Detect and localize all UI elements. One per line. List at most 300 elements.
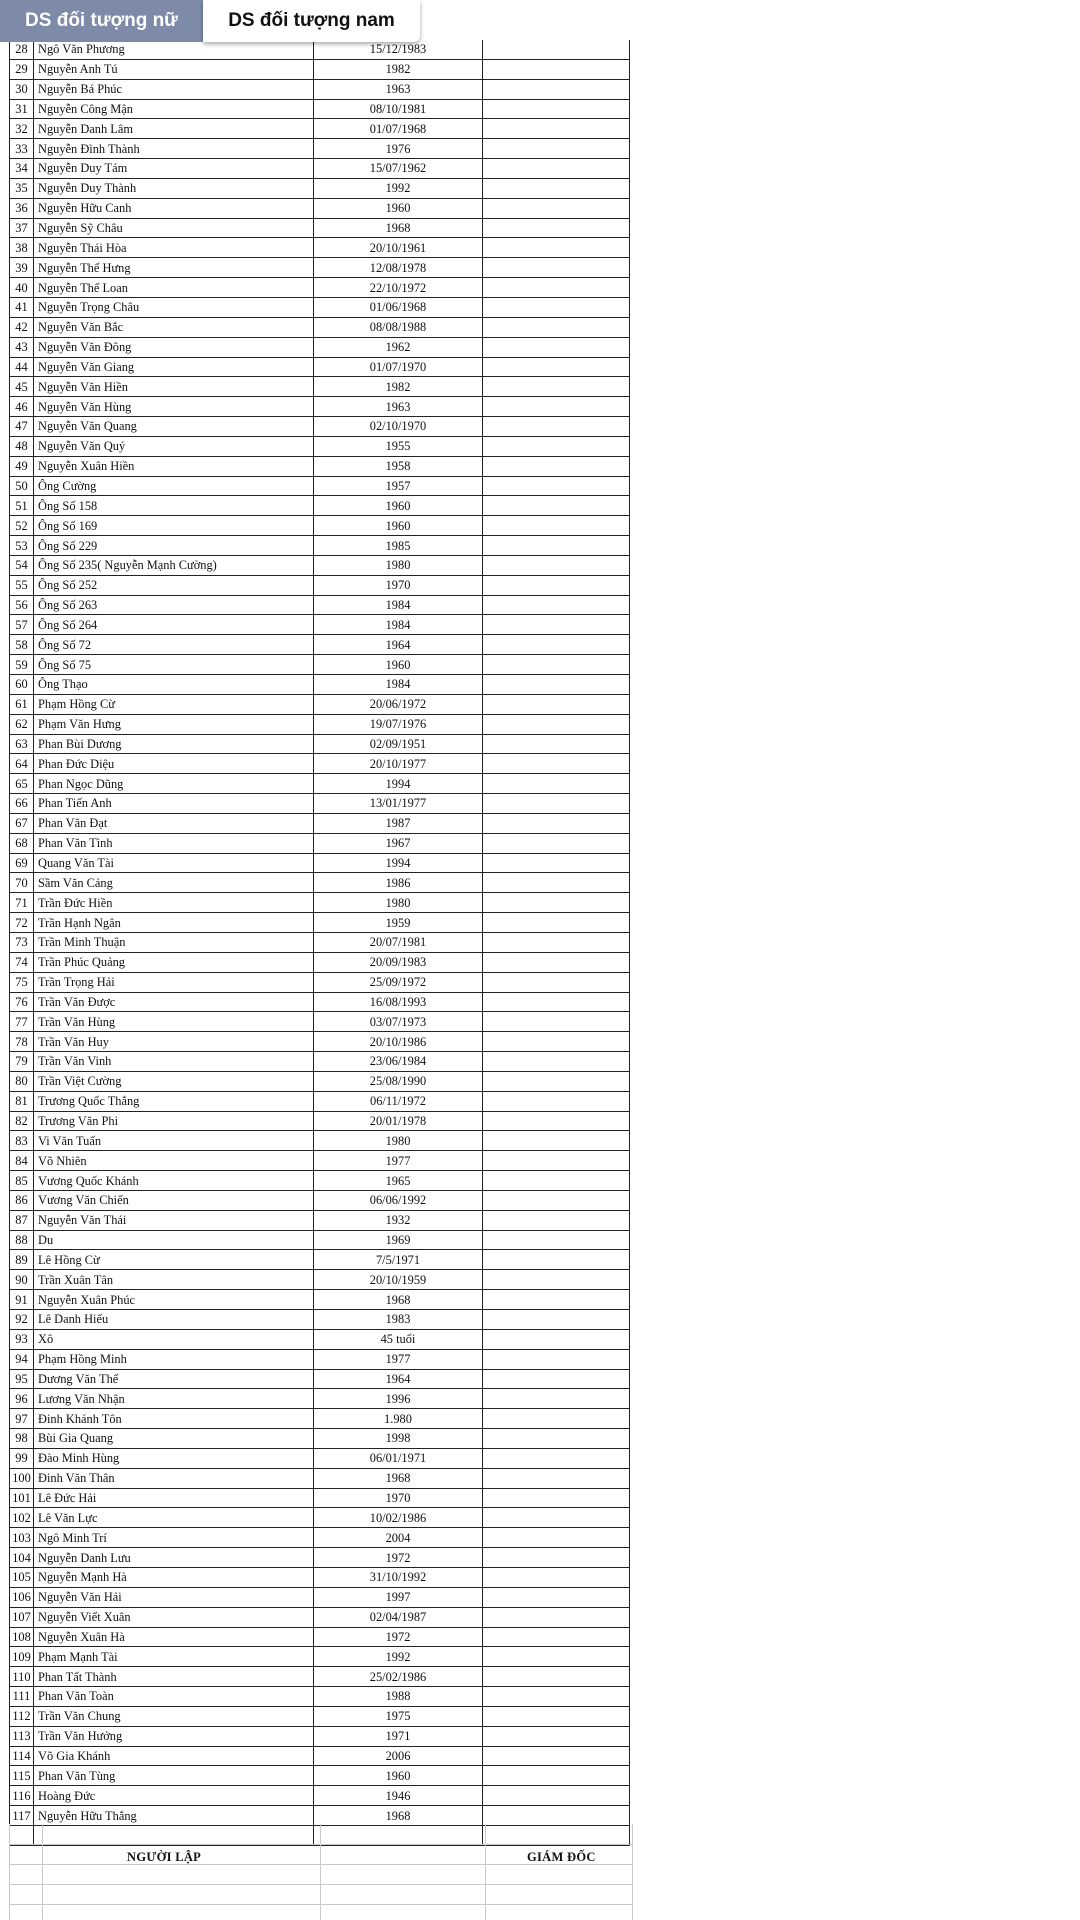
- note-cell[interactable]: [483, 1528, 630, 1548]
- note-cell[interactable]: [483, 1627, 630, 1647]
- dob-cell[interactable]: 06/11/1972: [314, 1091, 483, 1111]
- dob-cell[interactable]: 1980: [314, 893, 483, 913]
- name-cell[interactable]: Nguyễn Xuân Hà: [34, 1627, 314, 1647]
- dob-cell[interactable]: 1965: [314, 1171, 483, 1191]
- note-cell[interactable]: [483, 1587, 630, 1607]
- stt-cell[interactable]: 58: [10, 635, 34, 655]
- stt-cell[interactable]: 65: [10, 774, 34, 794]
- note-cell[interactable]: [483, 1091, 630, 1111]
- note-cell[interactable]: [483, 555, 630, 575]
- name-cell[interactable]: Nguyễn Duy Thành: [34, 178, 314, 198]
- name-cell[interactable]: Ông Số 264: [34, 615, 314, 635]
- name-cell[interactable]: Phan Văn Toàn: [34, 1687, 314, 1707]
- note-cell[interactable]: [483, 436, 630, 456]
- stt-cell[interactable]: 70: [10, 873, 34, 893]
- name-cell[interactable]: Du: [34, 1230, 314, 1250]
- name-cell[interactable]: Ông Thạo: [34, 675, 314, 695]
- stt-cell[interactable]: 57: [10, 615, 34, 635]
- name-cell[interactable]: Xô: [34, 1329, 314, 1349]
- name-cell[interactable]: Nguyễn Văn Hải: [34, 1587, 314, 1607]
- note-cell[interactable]: [483, 913, 630, 933]
- dob-cell[interactable]: 1986: [314, 873, 483, 893]
- dob-cell[interactable]: 02/04/1987: [314, 1607, 483, 1627]
- note-cell[interactable]: [483, 1448, 630, 1468]
- note-cell[interactable]: [483, 1567, 630, 1587]
- name-cell[interactable]: Dương Văn Thế: [34, 1369, 314, 1389]
- stt-cell[interactable]: 64: [10, 754, 34, 774]
- stt-cell[interactable]: 82: [10, 1111, 34, 1131]
- dob-cell[interactable]: 12/08/1978: [314, 258, 483, 278]
- note-cell[interactable]: [483, 1310, 630, 1330]
- stt-cell[interactable]: 53: [10, 536, 34, 556]
- note-cell[interactable]: [483, 774, 630, 794]
- note-cell[interactable]: [483, 1230, 630, 1250]
- name-cell[interactable]: Nguyễn Bá Phúc: [34, 79, 314, 99]
- dob-cell[interactable]: 1962: [314, 337, 483, 357]
- dob-cell[interactable]: 1992: [314, 1647, 483, 1667]
- name-cell[interactable]: Nguyễn Duy Tám: [34, 159, 314, 179]
- stt-cell[interactable]: 29: [10, 59, 34, 79]
- dob-cell[interactable]: 20/10/1986: [314, 1032, 483, 1052]
- dob-cell[interactable]: 1984: [314, 675, 483, 695]
- stt-cell[interactable]: 68: [10, 833, 34, 853]
- stt-cell[interactable]: 59: [10, 655, 34, 675]
- stt-cell[interactable]: 52: [10, 516, 34, 536]
- note-cell[interactable]: [483, 853, 630, 873]
- note-cell[interactable]: [483, 655, 630, 675]
- stt-cell[interactable]: 113: [10, 1726, 34, 1746]
- tab-ds-doi-tuong-nam[interactable]: DS đối tượng nam: [203, 0, 420, 42]
- note-cell[interactable]: [483, 258, 630, 278]
- stt-cell[interactable]: 41: [10, 297, 34, 317]
- note-cell[interactable]: [483, 615, 630, 635]
- stt-cell[interactable]: 87: [10, 1210, 34, 1230]
- name-cell[interactable]: Trần Văn Hùng: [34, 1012, 314, 1032]
- note-cell[interactable]: [483, 1151, 630, 1171]
- stt-cell[interactable]: 44: [10, 357, 34, 377]
- dob-cell[interactable]: 20/10/1961: [314, 238, 483, 258]
- name-cell[interactable]: Trần Hạnh Ngân: [34, 913, 314, 933]
- name-cell[interactable]: Phan Văn Tùng: [34, 1766, 314, 1786]
- dob-cell[interactable]: 1984: [314, 615, 483, 635]
- note-cell[interactable]: [483, 59, 630, 79]
- note-cell[interactable]: [483, 1548, 630, 1568]
- name-cell[interactable]: Nguyễn Văn Thái: [34, 1210, 314, 1230]
- stt-cell[interactable]: 54: [10, 555, 34, 575]
- name-cell[interactable]: Nguyễn Hữu Canh: [34, 198, 314, 218]
- dob-cell[interactable]: 20/10/1977: [314, 754, 483, 774]
- name-cell[interactable]: Nguyễn Trọng Châu: [34, 297, 314, 317]
- dob-cell[interactable]: 01/07/1968: [314, 119, 483, 139]
- dob-cell[interactable]: 08/10/1981: [314, 99, 483, 119]
- dob-cell[interactable]: 23/06/1984: [314, 1052, 483, 1072]
- note-cell[interactable]: [483, 734, 630, 754]
- name-cell[interactable]: Nguyễn Sỹ Châu: [34, 218, 314, 238]
- dob-cell[interactable]: 1987: [314, 813, 483, 833]
- name-cell[interactable]: Trương Quốc Thắng: [34, 1091, 314, 1111]
- note-cell[interactable]: [483, 1806, 630, 1826]
- dob-cell[interactable]: 1975: [314, 1706, 483, 1726]
- stt-cell[interactable]: 36: [10, 198, 34, 218]
- note-cell[interactable]: [483, 1746, 630, 1766]
- dob-cell[interactable]: 02/09/1951: [314, 734, 483, 754]
- note-cell[interactable]: [483, 417, 630, 437]
- stt-cell[interactable]: 97: [10, 1409, 34, 1429]
- note-cell[interactable]: [483, 1409, 630, 1429]
- stt-cell[interactable]: 80: [10, 1071, 34, 1091]
- dob-cell[interactable]: 1982: [314, 377, 483, 397]
- dob-cell[interactable]: 20/09/1983: [314, 952, 483, 972]
- stt-cell[interactable]: 89: [10, 1250, 34, 1270]
- dob-cell[interactable]: 1932: [314, 1210, 483, 1230]
- name-cell[interactable]: Ông Số 263: [34, 595, 314, 615]
- note-cell[interactable]: [483, 794, 630, 814]
- dob-cell[interactable]: 1994: [314, 774, 483, 794]
- name-cell[interactable]: Nguyễn Đình Thành: [34, 139, 314, 159]
- stt-cell[interactable]: 88: [10, 1230, 34, 1250]
- name-cell[interactable]: Bùi Gia Quang: [34, 1429, 314, 1449]
- name-cell[interactable]: Ông Số 235( Nguyễn Mạnh Cường): [34, 555, 314, 575]
- name-cell[interactable]: Phan Bùi Dương: [34, 734, 314, 754]
- note-cell[interactable]: [483, 1250, 630, 1270]
- stt-cell[interactable]: 40: [10, 278, 34, 298]
- stt-cell[interactable]: 79: [10, 1052, 34, 1072]
- note-cell[interactable]: [483, 1766, 630, 1786]
- stt-cell[interactable]: 72: [10, 913, 34, 933]
- dob-cell[interactable]: 1959: [314, 913, 483, 933]
- dob-cell[interactable]: 1988: [314, 1687, 483, 1707]
- dob-cell[interactable]: 1971: [314, 1726, 483, 1746]
- name-cell[interactable]: Nguyễn Văn Quang: [34, 417, 314, 437]
- dob-cell[interactable]: 1972: [314, 1548, 483, 1568]
- note-cell[interactable]: [483, 159, 630, 179]
- name-cell[interactable]: Trần Phúc Quảng: [34, 952, 314, 972]
- note-cell[interactable]: [483, 516, 630, 536]
- stt-cell[interactable]: 32: [10, 119, 34, 139]
- note-cell[interactable]: [483, 99, 630, 119]
- dob-cell[interactable]: 1972: [314, 1627, 483, 1647]
- note-cell[interactable]: [483, 297, 630, 317]
- dob-cell[interactable]: 1970: [314, 575, 483, 595]
- name-cell[interactable]: Nguyễn Văn Đông: [34, 337, 314, 357]
- note-cell[interactable]: [483, 952, 630, 972]
- dob-cell[interactable]: 25/02/1986: [314, 1667, 483, 1687]
- note-cell[interactable]: [483, 139, 630, 159]
- name-cell[interactable]: Ông Số 252: [34, 575, 314, 595]
- note-cell[interactable]: [483, 932, 630, 952]
- note-cell[interactable]: [483, 476, 630, 496]
- dob-cell[interactable]: 01/07/1970: [314, 357, 483, 377]
- dob-cell[interactable]: 1994: [314, 853, 483, 873]
- stt-cell[interactable]: 98: [10, 1429, 34, 1449]
- dob-cell[interactable]: 1.980: [314, 1409, 483, 1429]
- stt-cell[interactable]: 109: [10, 1647, 34, 1667]
- stt-cell[interactable]: 34: [10, 159, 34, 179]
- note-cell[interactable]: [483, 595, 630, 615]
- name-cell[interactable]: Nguyễn Danh Lưu: [34, 1548, 314, 1568]
- stt-cell[interactable]: 86: [10, 1190, 34, 1210]
- stt-cell[interactable]: 47: [10, 417, 34, 437]
- name-cell[interactable]: Nguyễn Thế Loan: [34, 278, 314, 298]
- dob-cell[interactable]: 19/07/1976: [314, 714, 483, 734]
- dob-cell[interactable]: 20/07/1981: [314, 932, 483, 952]
- stt-cell[interactable]: 114: [10, 1746, 34, 1766]
- name-cell[interactable]: Ngô Minh Trí: [34, 1528, 314, 1548]
- dob-cell[interactable]: 1967: [314, 833, 483, 853]
- stt-cell[interactable]: 42: [10, 317, 34, 337]
- dob-cell[interactable]: 1985: [314, 536, 483, 556]
- dob-cell[interactable]: 45 tuổi: [314, 1329, 483, 1349]
- name-cell[interactable]: Nguyễn Danh Lâm: [34, 119, 314, 139]
- name-cell[interactable]: Trần Việt Cường: [34, 1071, 314, 1091]
- name-cell[interactable]: Trần Văn Vinh: [34, 1052, 314, 1072]
- dob-cell[interactable]: 20/06/1972: [314, 694, 483, 714]
- dob-cell[interactable]: 13/01/1977: [314, 794, 483, 814]
- note-cell[interactable]: [483, 694, 630, 714]
- stt-cell[interactable]: 105: [10, 1567, 34, 1587]
- name-cell[interactable]: Sầm Văn Cảng: [34, 873, 314, 893]
- name-cell[interactable]: Nguyễn Văn Bắc: [34, 317, 314, 337]
- dob-cell[interactable]: 1958: [314, 456, 483, 476]
- note-cell[interactable]: [483, 754, 630, 774]
- note-cell[interactable]: [483, 1687, 630, 1707]
- note-cell[interactable]: [483, 496, 630, 516]
- dob-cell[interactable]: 1964: [314, 1369, 483, 1389]
- stt-cell[interactable]: 49: [10, 456, 34, 476]
- stt-cell[interactable]: 90: [10, 1270, 34, 1290]
- note-cell[interactable]: [483, 1052, 630, 1072]
- stt-cell[interactable]: 38: [10, 238, 34, 258]
- stt-cell[interactable]: 61: [10, 694, 34, 714]
- note-cell[interactable]: [483, 675, 630, 695]
- dob-cell[interactable]: 2006: [314, 1746, 483, 1766]
- note-cell[interactable]: [483, 218, 630, 238]
- dob-cell[interactable]: 10/02/1986: [314, 1508, 483, 1528]
- name-cell[interactable]: Nguyễn Thái Hòa: [34, 238, 314, 258]
- note-cell[interactable]: [483, 377, 630, 397]
- note-cell[interactable]: [483, 1706, 630, 1726]
- stt-cell[interactable]: 51: [10, 496, 34, 516]
- name-cell[interactable]: Phạm Hồng Minh: [34, 1349, 314, 1369]
- name-cell[interactable]: Vi Văn Tuấn: [34, 1131, 314, 1151]
- note-cell[interactable]: [483, 238, 630, 258]
- dob-cell[interactable]: 1968: [314, 1806, 483, 1826]
- note-cell[interactable]: [483, 198, 630, 218]
- note-cell[interactable]: [483, 178, 630, 198]
- note-cell[interactable]: [483, 337, 630, 357]
- name-cell[interactable]: Nguyễn Văn Hùng: [34, 397, 314, 417]
- dob-cell[interactable]: 16/08/1993: [314, 992, 483, 1012]
- stt-cell[interactable]: 28: [10, 40, 34, 59]
- dob-cell[interactable]: 1957: [314, 476, 483, 496]
- dob-cell[interactable]: 25/08/1990: [314, 1071, 483, 1091]
- stt-cell[interactable]: 84: [10, 1151, 34, 1171]
- note-cell[interactable]: [483, 893, 630, 913]
- dob-cell[interactable]: 1964: [314, 635, 483, 655]
- name-cell[interactable]: Phan Ngọc Dũng: [34, 774, 314, 794]
- stt-cell[interactable]: 39: [10, 258, 34, 278]
- dob-cell[interactable]: 08/08/1988: [314, 317, 483, 337]
- stt-cell[interactable]: 30: [10, 79, 34, 99]
- dob-cell[interactable]: 25/09/1972: [314, 972, 483, 992]
- stt-cell[interactable]: 106: [10, 1587, 34, 1607]
- stt-cell[interactable]: 76: [10, 992, 34, 1012]
- note-cell[interactable]: [483, 1171, 630, 1191]
- dob-cell[interactable]: 1963: [314, 397, 483, 417]
- name-cell[interactable]: Đinh Khánh Tôn: [34, 1409, 314, 1429]
- stt-cell[interactable]: 55: [10, 575, 34, 595]
- stt-cell[interactable]: 94: [10, 1349, 34, 1369]
- name-cell[interactable]: Phan Tất Thành: [34, 1667, 314, 1687]
- note-cell[interactable]: [483, 1726, 630, 1746]
- stt-cell[interactable]: 96: [10, 1389, 34, 1409]
- note-cell[interactable]: [483, 833, 630, 853]
- note-cell[interactable]: [483, 714, 630, 734]
- dob-cell[interactable]: 06/06/1992: [314, 1190, 483, 1210]
- note-cell[interactable]: [483, 813, 630, 833]
- name-cell[interactable]: Nguyễn Anh Tú: [34, 59, 314, 79]
- dob-cell[interactable]: 1960: [314, 516, 483, 536]
- name-cell[interactable]: Ông Số 75: [34, 655, 314, 675]
- name-cell[interactable]: Trương Văn Phi: [34, 1111, 314, 1131]
- stt-cell[interactable]: 81: [10, 1091, 34, 1111]
- stt-cell[interactable]: 99: [10, 1448, 34, 1468]
- stt-cell[interactable]: 92: [10, 1310, 34, 1330]
- name-cell[interactable]: Nguyễn Xuân Hiền: [34, 456, 314, 476]
- stt-cell[interactable]: 73: [10, 932, 34, 952]
- stt-cell[interactable]: 46: [10, 397, 34, 417]
- note-cell[interactable]: [483, 317, 630, 337]
- dob-cell[interactable]: 1997: [314, 1587, 483, 1607]
- stt-cell[interactable]: 63: [10, 734, 34, 754]
- stt-cell[interactable]: 74: [10, 952, 34, 972]
- name-cell[interactable]: Nguyễn Viết Xuân: [34, 1607, 314, 1627]
- name-cell[interactable]: Ông Số 158: [34, 496, 314, 516]
- stt-cell[interactable]: 101: [10, 1488, 34, 1508]
- name-cell[interactable]: Lương Văn Nhận: [34, 1389, 314, 1409]
- name-cell[interactable]: Vương Quốc Khánh: [34, 1171, 314, 1191]
- name-cell[interactable]: Phan Văn Đạt: [34, 813, 314, 833]
- name-cell[interactable]: Ông Số 169: [34, 516, 314, 536]
- note-cell[interactable]: [483, 119, 630, 139]
- dob-cell[interactable]: 06/01/1971: [314, 1448, 483, 1468]
- dob-cell[interactable]: 1984: [314, 595, 483, 615]
- stt-cell[interactable]: 77: [10, 1012, 34, 1032]
- dob-cell[interactable]: 1968: [314, 1290, 483, 1310]
- note-cell[interactable]: [483, 278, 630, 298]
- name-cell[interactable]: Trần Trọng Hải: [34, 972, 314, 992]
- name-cell[interactable]: Phạm Hồng Cừ: [34, 694, 314, 714]
- note-cell[interactable]: [483, 635, 630, 655]
- name-cell[interactable]: Ông Cường: [34, 476, 314, 496]
- dob-cell[interactable]: 1996: [314, 1389, 483, 1409]
- name-cell[interactable]: Nguyễn Văn Quý: [34, 436, 314, 456]
- note-cell[interactable]: [483, 1111, 630, 1131]
- dob-cell[interactable]: 15/12/1983: [314, 40, 483, 59]
- name-cell[interactable]: Quang Văn Tài: [34, 853, 314, 873]
- name-cell[interactable]: Võ Gia Khánh: [34, 1746, 314, 1766]
- dob-cell[interactable]: 01/06/1968: [314, 297, 483, 317]
- name-cell[interactable]: Nguyễn Văn Hiền: [34, 377, 314, 397]
- dob-cell[interactable]: 02/10/1970: [314, 417, 483, 437]
- note-cell[interactable]: [483, 1389, 630, 1409]
- dob-cell[interactable]: 1970: [314, 1488, 483, 1508]
- name-cell[interactable]: Nguyễn Thế Hưng: [34, 258, 314, 278]
- stt-cell[interactable]: 60: [10, 675, 34, 695]
- stt-cell[interactable]: 112: [10, 1706, 34, 1726]
- note-cell[interactable]: [483, 1786, 630, 1806]
- note-cell[interactable]: [483, 972, 630, 992]
- name-cell[interactable]: Trần Minh Thuận: [34, 932, 314, 952]
- stt-cell[interactable]: 35: [10, 178, 34, 198]
- dob-cell[interactable]: 1960: [314, 198, 483, 218]
- name-cell[interactable]: Trần Văn Huy: [34, 1032, 314, 1052]
- dob-cell[interactable]: 03/07/1973: [314, 1012, 483, 1032]
- note-cell[interactable]: [483, 79, 630, 99]
- stt-cell[interactable]: 85: [10, 1171, 34, 1191]
- name-cell[interactable]: Ngô Văn Phương: [34, 40, 314, 59]
- note-cell[interactable]: [483, 575, 630, 595]
- note-cell[interactable]: [483, 1369, 630, 1389]
- dob-cell[interactable]: 7/5/1971: [314, 1250, 483, 1270]
- tab-ds-doi-tuong-nu[interactable]: DS đối tượng nữ: [0, 0, 203, 42]
- stt-cell[interactable]: 110: [10, 1667, 34, 1687]
- name-cell[interactable]: Nguyễn Xuân Phúc: [34, 1290, 314, 1310]
- note-cell[interactable]: [483, 1329, 630, 1349]
- stt-cell[interactable]: 56: [10, 595, 34, 615]
- stt-cell[interactable]: 66: [10, 794, 34, 814]
- name-cell[interactable]: Lê Văn Lực: [34, 1508, 314, 1528]
- note-cell[interactable]: [483, 397, 630, 417]
- stt-cell[interactable]: 116: [10, 1786, 34, 1806]
- name-cell[interactable]: Phạm Văn Hưng: [34, 714, 314, 734]
- note-cell[interactable]: [483, 1488, 630, 1508]
- name-cell[interactable]: Phan Đức Diệu: [34, 754, 314, 774]
- dob-cell[interactable]: 1977: [314, 1349, 483, 1369]
- name-cell[interactable]: Phan Tiến Anh: [34, 794, 314, 814]
- note-cell[interactable]: [483, 1508, 630, 1528]
- name-cell[interactable]: Phạm Mạnh Tài: [34, 1647, 314, 1667]
- note-cell[interactable]: [483, 1190, 630, 1210]
- dob-cell[interactable]: 1976: [314, 139, 483, 159]
- note-cell[interactable]: [483, 1290, 630, 1310]
- dob-cell[interactable]: 1977: [314, 1151, 483, 1171]
- dob-cell[interactable]: 20/10/1959: [314, 1270, 483, 1290]
- name-cell[interactable]: Đào Minh Hùng: [34, 1448, 314, 1468]
- dob-cell[interactable]: 1998: [314, 1429, 483, 1449]
- stt-cell[interactable]: 107: [10, 1607, 34, 1627]
- note-cell[interactable]: [483, 536, 630, 556]
- name-cell[interactable]: Trần Đức Hiền: [34, 893, 314, 913]
- dob-cell[interactable]: 1969: [314, 1230, 483, 1250]
- stt-cell[interactable]: 31: [10, 99, 34, 119]
- stt-cell[interactable]: 71: [10, 893, 34, 913]
- stt-cell[interactable]: 45: [10, 377, 34, 397]
- note-cell[interactable]: [483, 1131, 630, 1151]
- name-cell[interactable]: Nguyễn Mạnh Hà: [34, 1567, 314, 1587]
- stt-cell[interactable]: 67: [10, 813, 34, 833]
- note-cell[interactable]: [483, 1071, 630, 1091]
- stt-cell[interactable]: 50: [10, 476, 34, 496]
- name-cell[interactable]: Ông Số 72: [34, 635, 314, 655]
- note-cell[interactable]: [483, 1032, 630, 1052]
- dob-cell[interactable]: 20/01/1978: [314, 1111, 483, 1131]
- note-cell[interactable]: [483, 1468, 630, 1488]
- name-cell[interactable]: Đinh Văn Thân: [34, 1468, 314, 1488]
- stt-cell[interactable]: 33: [10, 139, 34, 159]
- dob-cell[interactable]: 1980: [314, 555, 483, 575]
- name-cell[interactable]: Nguyễn Công Mận: [34, 99, 314, 119]
